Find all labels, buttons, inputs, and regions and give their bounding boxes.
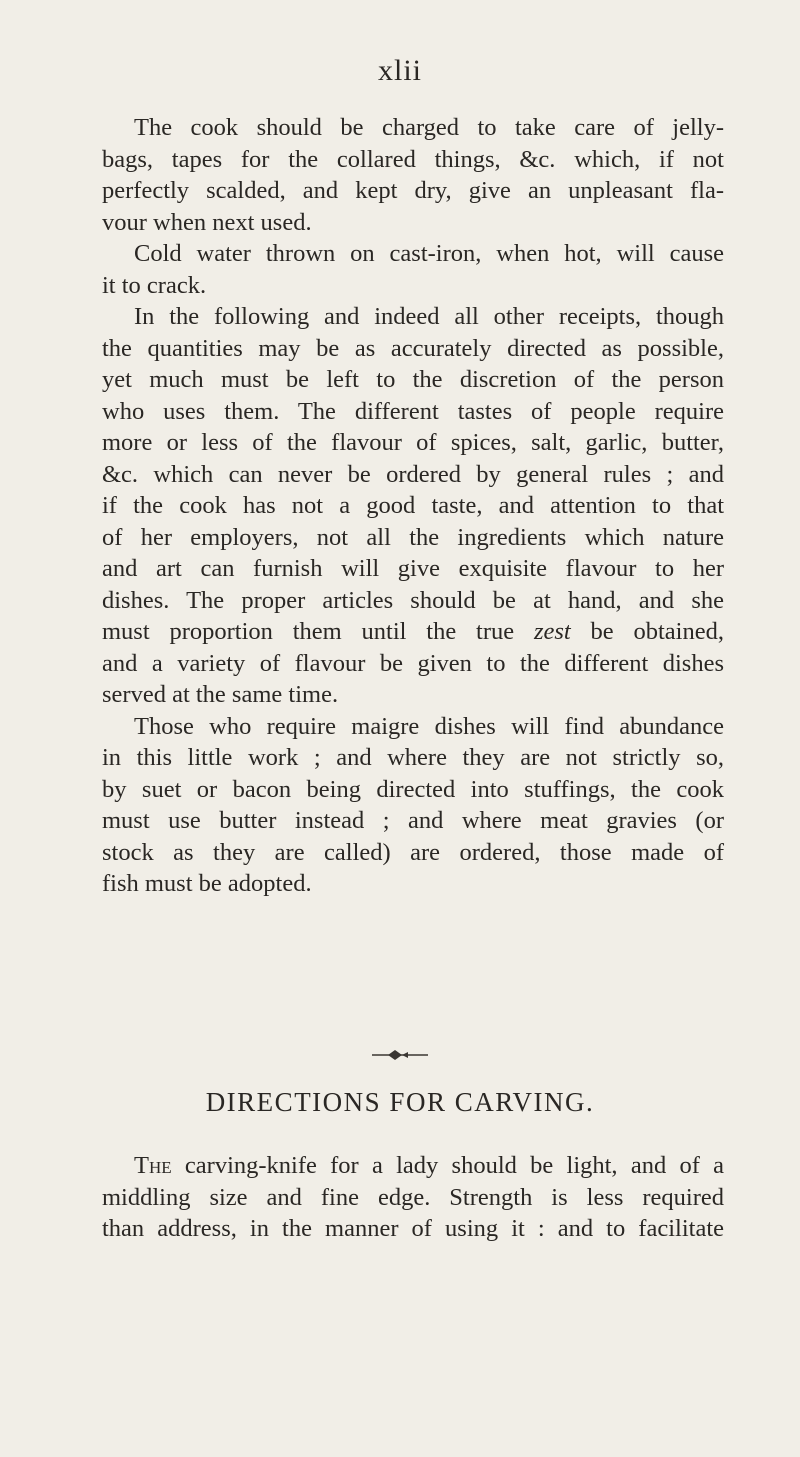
text-line: must use butter instead ; and where meat gravies (or: [102, 807, 724, 834]
body-text: [102, 112, 724, 900]
text-segment: must proportion them until the true: [102, 618, 534, 645]
italic-word-zest: zest: [533, 618, 571, 645]
text-line: if the cook has not a good taste, and attention to that: [102, 492, 724, 519]
text-line-with-small-caps: [102, 1150, 724, 1182]
text-line: the quantities may be as accurately directed as possible,: [102, 334, 724, 362]
text-line: served at the same time.: [102, 681, 339, 708]
paragraph-carving: [102, 1150, 724, 1245]
paragraph-jelly-bags: [102, 112, 724, 238]
text-line: more or less of the flavour of spices, salt, garlic, butter,: [102, 429, 724, 456]
text-line: of her employers, not all the ingredients which nature: [102, 523, 724, 551]
text-line: yet much must be left to the discretion of the person: [102, 366, 724, 393]
small-caps-opening-word: The: [134, 1152, 172, 1179]
page-number: xlii: [377, 54, 422, 87]
text-line: Those who require maigre dishes will find abundance: [134, 712, 724, 740]
paragraph-receipts: [102, 301, 724, 711]
text-line: middling size and fine edge. Strength is less required: [102, 1183, 724, 1211]
text-line: it to crack.: [102, 271, 207, 299]
text-line: Cold water thrown on cast-iron, when hot, will cause: [134, 240, 724, 267]
text-line-with-italic: [102, 616, 724, 648]
text-line: by suet or bacon being directed into stuffings, the cook: [102, 775, 724, 803]
text-line: and a variety of flavour be given to the different dishes: [102, 649, 724, 677]
text-line: who uses them. The different tastes of people require: [102, 397, 724, 425]
paragraph-maigre: [102, 711, 724, 900]
paragraph-cast-iron: [102, 238, 724, 301]
text-line: and art can furnish will give exquisite flavour to her: [102, 555, 724, 582]
text-line: fish must be adopted.: [102, 870, 312, 897]
text-line: vour when next used.: [102, 208, 312, 236]
text-line: stock as they are called) are ordered, those made of: [102, 838, 724, 866]
text-line: in this little work ; and where they are not strictly so,: [102, 744, 724, 771]
text-line: bags, tapes for the collared things, &c. which, if not: [102, 145, 724, 173]
text-line: The cook should be charged to take care of jelly-: [134, 114, 724, 141]
text-segment: be obtained,: [590, 618, 724, 645]
text-line: In the following and indeed all other receipts, though: [134, 303, 724, 330]
text-line: dishes. The proper articles should be at hand, and she: [102, 586, 724, 614]
text-line: &c. which can never be ordered by general rules ; and: [102, 460, 724, 488]
text-line: perfectly scalded, and kept dry, give an unpleasant fla-: [102, 177, 724, 204]
text-segment: carving-knife for a lady should be light, and of a: [184, 1152, 724, 1179]
section-heading: DIRECTIONS FOR CARVING.: [205, 1087, 595, 1117]
section-divider-ornament-icon: [370, 1048, 430, 1062]
text-line: than address, in the manner of using it : and to facilitate: [102, 1215, 724, 1242]
